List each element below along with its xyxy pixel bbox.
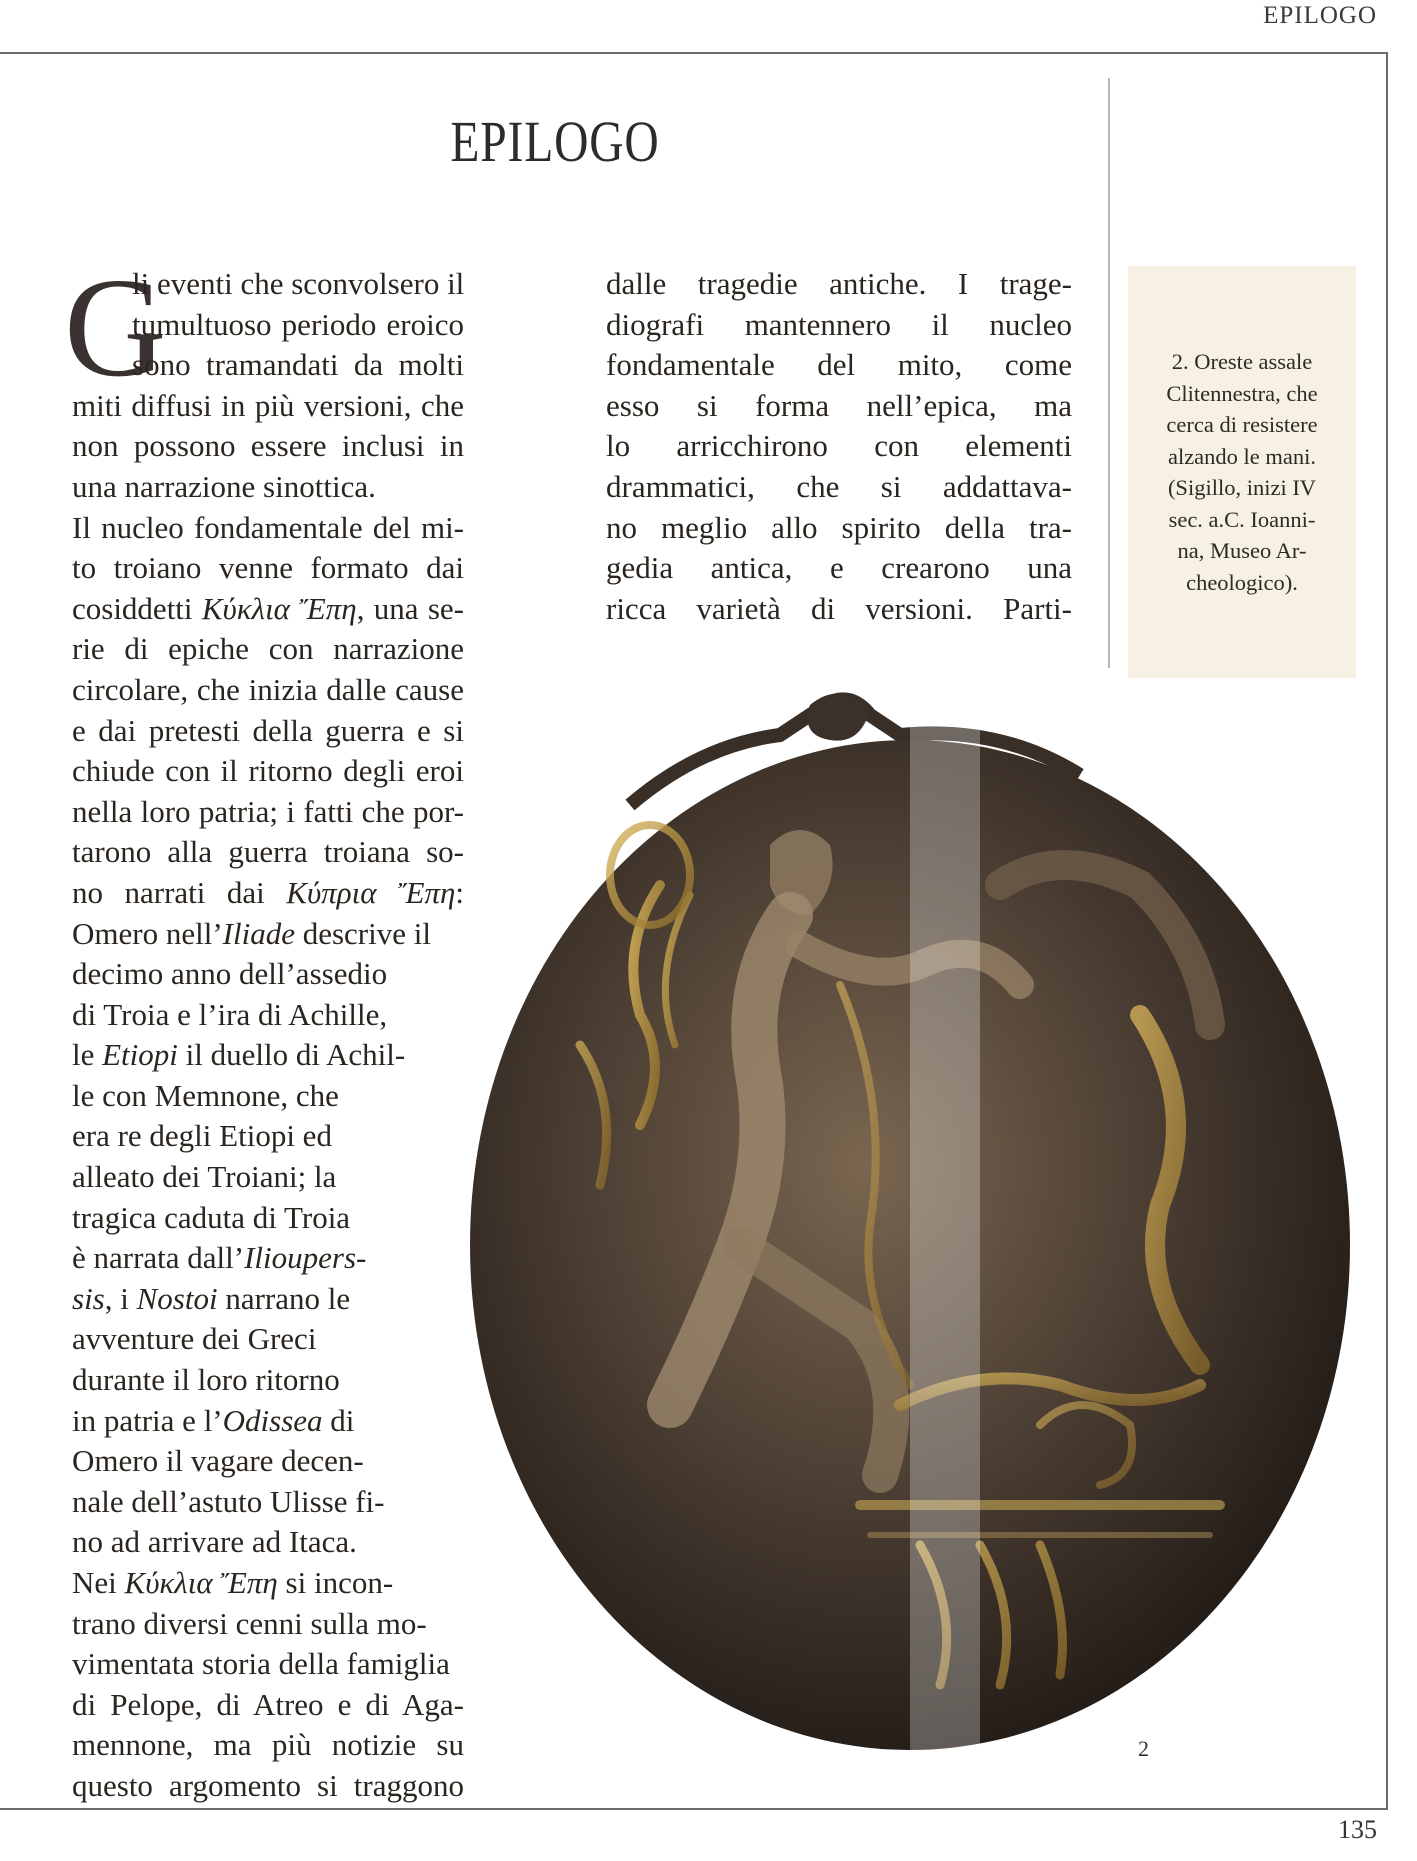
text-line: tarono alla guerra troiana so-: [72, 834, 464, 870]
text-line: esso si forma nell’epica, ma: [606, 387, 1072, 423]
figure-number: 2: [1138, 1736, 1149, 1761]
greek-title: Κύπρια Ἔπη: [286, 874, 456, 910]
italic-title: Ilioupers-: [244, 1240, 367, 1276]
caption-line: Clitennestra, che: [1166, 380, 1318, 406]
text-line: questo argomento si traggono: [72, 1767, 464, 1803]
text-line: sis, i Nostoi narrano le: [72, 1280, 351, 1316]
italic-title: Nostoi: [136, 1280, 218, 1316]
text-line: nale dell’astuto Ulisse fi-: [72, 1483, 385, 1519]
text-line: non possono essere inclusi in: [72, 428, 464, 464]
text-column-2: [606, 264, 1072, 629]
text-line: rie di epiche con narrazione: [72, 631, 464, 667]
text-line: no narrati dai Κύπρια Ἔπη:: [72, 874, 464, 910]
italic-title: Odissea: [222, 1402, 323, 1438]
greek-title: Κύκλια Ἔπη: [201, 590, 357, 626]
text-line: cosiddetti Κύκλια Ἔπη, una se-: [72, 590, 464, 626]
text-line: nella loro patria; i fatti che por-: [72, 793, 464, 829]
text-line: lo arricchirono con elementi: [606, 428, 1072, 464]
italic-title: Iliade: [222, 915, 295, 951]
text-line: decimo anno dell’assedio: [72, 956, 388, 992]
top-rule: [0, 52, 1388, 54]
italic-title: Etiopi: [102, 1037, 178, 1073]
text-line: mennone, ma più notizie su: [72, 1727, 464, 1763]
caption-line: 2. Oreste assale: [1171, 349, 1313, 374]
text-line: no ad arrivare ad Itaca.: [72, 1524, 357, 1560]
seal-medallion-image: [440, 685, 1350, 1770]
text-line: in patria e l’Odissea di: [72, 1402, 355, 1438]
text-line: Nei Κύκλια Ἔπη si incon-: [72, 1565, 394, 1600]
text-line: drammatici, che si addattava-: [606, 468, 1072, 504]
text-line: sono tramandati da molti: [132, 347, 464, 383]
text-line: tragica caduta di Troia: [72, 1199, 351, 1235]
greek-title: Κύκλια Ἔπη: [124, 1565, 278, 1600]
figure-caption: [1138, 346, 1346, 598]
caption-line: cerca di resistere: [1166, 412, 1318, 437]
text-line: di Pelope, di Atreo e di Aga-: [72, 1686, 464, 1722]
caption-line: sec. a.C. Ioanni-: [1168, 506, 1316, 532]
text-line: era re degli Etiopi ed: [72, 1118, 332, 1154]
text-line: ricca varietà di versioni. Parti-: [606, 590, 1072, 626]
text-line: chiude con il ritorno degli eroi: [72, 753, 464, 789]
text-line: le Etiopi il duello di Achil-: [72, 1037, 406, 1073]
text-line: tumultuoso periodo eroico: [132, 306, 464, 342]
caption-line: alzando le mani.: [1167, 443, 1317, 469]
page-number: 135: [1338, 1815, 1377, 1844]
bottom-rule: [0, 1808, 1388, 1810]
text-line: miti diffusi in più versioni, che: [72, 387, 464, 423]
caption-line: na, Museo Ar-: [1177, 538, 1307, 563]
text-line: no meglio allo spirito della tra-: [606, 509, 1072, 545]
text-line: vimentata storia della famiglia: [72, 1646, 450, 1682]
text-line: una narrazione sinottica.: [72, 468, 376, 504]
drop-cap: G: [64, 248, 167, 406]
running-head: EPILOGO: [1263, 2, 1377, 29]
caption-line: cheologico).: [1186, 569, 1298, 595]
text-line: trano diversi cenni sulla mo-: [72, 1605, 427, 1641]
text-line: Il nucleo fondamentale del mi-: [72, 509, 464, 545]
text-line: Omero nell’Iliade descrive il: [72, 915, 431, 951]
text-line: durante il loro ritorno: [72, 1362, 340, 1398]
text-line: di Troia e l’ira di Achille,: [72, 996, 388, 1032]
text-line: le con Memnone, che: [72, 1077, 339, 1113]
text-line: è narrata dall’Ilioupers-: [72, 1240, 367, 1276]
text-line: Omero il vagare decen-: [72, 1443, 364, 1479]
page-gutter-highlight: [910, 685, 980, 1770]
text-line: gedia antica, e crearono una: [606, 550, 1072, 586]
caption-line: (Sigillo, inizi IV: [1167, 475, 1317, 500]
text-line: dalle tragedie antiche. I trage-: [606, 266, 1072, 301]
page-title: EPILOGO: [450, 109, 660, 174]
text-line: avventure dei Greci: [72, 1321, 317, 1357]
italic-title: sis: [72, 1280, 105, 1316]
column-separator: [1108, 78, 1110, 668]
text-line: fondamentale del mito, come: [606, 347, 1072, 383]
text-line: to troiano venne formato dai: [72, 550, 464, 586]
right-margin-rule: [1386, 52, 1388, 1810]
text-line: diografi mantennero il nucleo: [606, 306, 1072, 342]
text-line: li eventi che sconvolsero il: [132, 266, 465, 301]
text-line: alleato dei Troiani; la: [72, 1159, 337, 1195]
text-line: e dai pretesti della guerra e si: [72, 712, 464, 748]
text-line: circolare, che inizia dalle cause: [72, 671, 464, 707]
